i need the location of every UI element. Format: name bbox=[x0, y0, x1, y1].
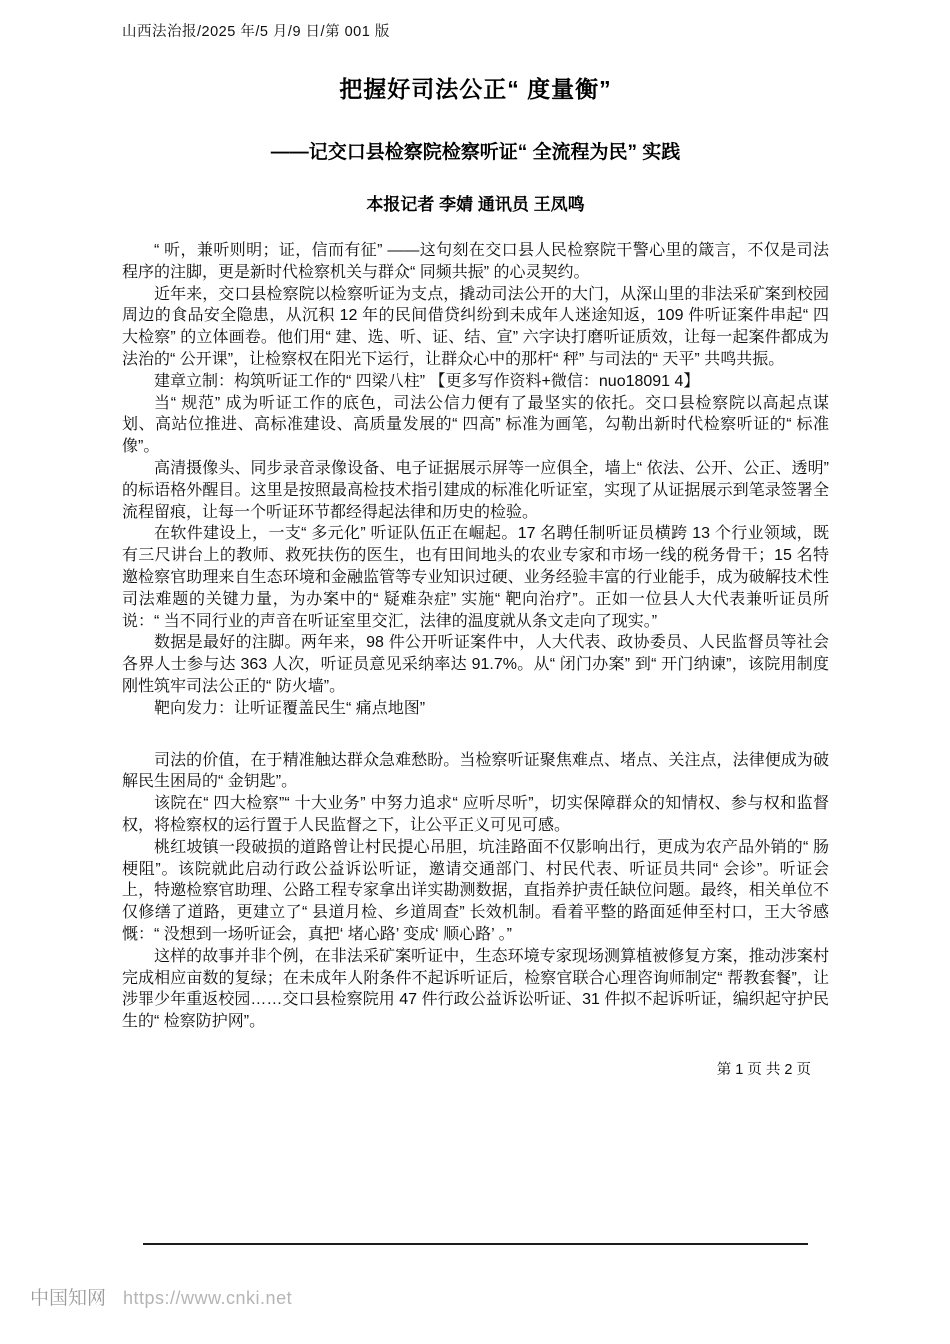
cnki-url-text: https://www.cnki.net bbox=[123, 1288, 293, 1308]
article-byline: 本报记者 李婧 通讯员 王凤鸣 bbox=[366, 195, 585, 214]
article-subtitle: ——记交口县检察院检察听证“ 全流程为民” 实践 bbox=[270, 142, 681, 163]
page-indicator: 第 1 页 共 2 页 bbox=[716, 1061, 811, 1078]
section-heading: 靶向发力：让听证覆盖民生“ 痛点地图” bbox=[154, 699, 426, 717]
section-heading: 建章立制：构筑听证工作的“ 四梁八柱” 【更多写作资料+微信：nuo18091 4】 bbox=[154, 372, 700, 390]
cnki-brand-label: 中国知网 bbox=[30, 1288, 107, 1309]
publication-info: 山西法治报/2025 年/5 月/9 日/第 001 版 bbox=[122, 24, 390, 40]
article-paragraph: 高清摄像头、同步录音录像设备、电子证据展示屏等一应俱全，墙上“ 依法、公开、公正、透明” 的标语格外醒目。这里是按照最高检技术指引建成的标准化听证室，实现了从证据展示到笔录签署全流程留痕，让每一个听证环节都经得起法律和历史的检验。 bbox=[122, 459, 829, 521]
footer-divider bbox=[143, 1243, 808, 1245]
article-paragraph: “ 听，兼听则明；证，信而有征” ——这句刻在交口县人民检察院干警心里的箴言，不仅是司法程序的注脚，更是新时代检察机关与群众“ 同频共振” 的心灵契约。 bbox=[122, 242, 829, 281]
article-paragraph: 近年来，交口县检察院以检察听证为支点，撬动司法公开的大门，从深山里的非法采矿案到校园周边的食品安全隐患，从沉积 12 年的民间借贷纠纷到未成年人迷途知返，109 件听证案件串起“ 四大检察” 的立体画卷。他们用“ 建、选、听、证、结、宣” 六字诀打磨听证质效，让每一起案件都成为法治的“ 公开课”，让检察权在阳光下运行，让群众心中的那杆“ 秤” 与司法的“ 天平” 共鸣共振。 bbox=[122, 285, 829, 368]
article-paragraph: 在软件建设上，一支“ 多元化” 听证队伍正在崛起。17 名聘任制听证员横跨 13 个行业领域，既有三尺讲台上的教师、救死扶伤的医生，也有田间地头的农业专家和市场一线的税务骨干；15 名特邀检察官助理来自生态环境和金融监管等专业知识过硬、业务经验丰富的行业能手，成为破解技术性司法难题的关键力量，为办案中的“ 疑难杂症” 实施“ 靶向治疗”。正如一位县人大代表兼听证员所说：“ 当不同行业的声音在听证室里交汇，法律的温度就从条文走向了现实。” bbox=[122, 525, 829, 630]
article-body bbox=[122, 240, 829, 1033]
cnki-watermark bbox=[30, 1283, 292, 1310]
article-paragraph: 桃红坡镇一段破损的道路曾让村民提心吊胆，坑洼路面不仅影响出行，更成为农产品外销的“ 肠梗阻”。该院就此启动行政公益诉讼听证，邀请交通部门、村民代表、听证员共同“ 会诊”。听证会上，特邀检察官助理、公路工程专家拿出详实勘测数据，直指养护责任缺位问题。最终，相关单位不仅修缮了道路，更建立了“ 县道月检、乡道周查” 长效机制。看着平整的路面延伸至村口，王大爷感慨：“ 没想到一场听证会，真把‘ 堵心路’ 变成‘ 顺心路’ 。” bbox=[122, 838, 829, 943]
article-paragraph: 这样的故事并非个例，在非法采矿案听证中，生态环境专家现场测算植被修复方案，推动涉案村完成相应亩数的复绿；在未成年人附条件不起诉听证后，检察官联合心理咨询师制定“ 帮教套餐”，让涉罪少年重返校园……交口县检察院用 47 件行政公益诉讼听证、31 件拟不起诉听证，编织起守护民生的“ 检察防护网”。 bbox=[122, 947, 829, 1031]
article-paragraph: 当“ 规范” 成为听证工作的底色，司法公信力便有了最坚实的依托。交口县检察院以高起点谋划、高站位推进、高标准建设、高质量发展的“ 四高” 标准为画笔，勾勒出新时代检察听证的“ 标准像”。 bbox=[122, 394, 829, 456]
article-paragraph: 该院在“ 四大检察”“ 十大业务” 中努力追求“ 应听尽听”，切实保障群众的知情权、参与权和监督权，将检察权的运行置于人民监督之下，让公平正义可见可感。 bbox=[122, 795, 829, 834]
article-paragraph: 数据是最好的注脚。两年来，98 件公开听证案件中，人大代表、政协委员、人民监督员等社会各界人士参与达 363 人次，听证员意见采纳率达 91.7%。从“ 闭门办案” 到“ 开门纳谏”，该院用制度刚性筑牢司法公正的“ 防火墙”。 bbox=[122, 634, 829, 695]
article-paragraph: 司法的价值，在于精准触达群众急难愁盼。当检察听证聚焦难点、堵点、关注点，法律便成为破解民生困局的“ 金钥匙”。 bbox=[122, 751, 829, 791]
article-content bbox=[122, 20, 829, 1079]
article-title: 把握好司法公正“ 度量衡” bbox=[339, 76, 612, 102]
